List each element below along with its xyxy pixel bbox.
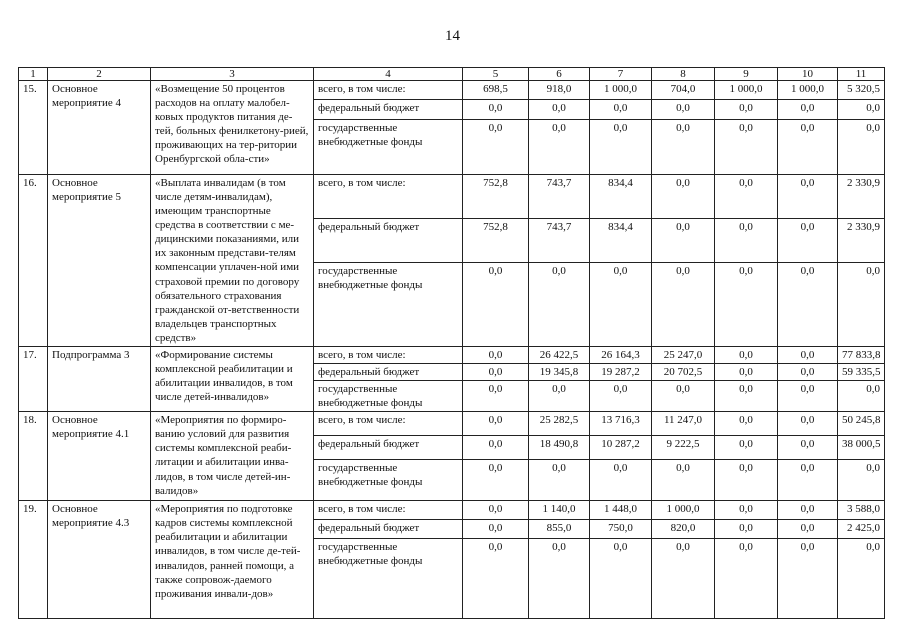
page-number: 14 <box>445 28 460 44</box>
amount-cell: 0,0 <box>463 501 529 520</box>
column-header: 1 <box>19 68 48 81</box>
amount-cell: 0,0 <box>778 436 838 460</box>
amount-cell: 19 345,8 <box>529 364 590 381</box>
column-header: 10 <box>778 68 838 81</box>
measure-description: «Возмещение 50 процентов расходов на оплату малобел-ковых продуктов питания де-тей, больных фенилкетону-рией, проживающих на тер-ритории Оренбургской обла-сти» <box>151 81 314 175</box>
amount-cell: 26 422,5 <box>529 346 590 363</box>
amount-cell: 1 448,0 <box>590 501 652 520</box>
amount-cell: 11 247,0 <box>652 412 715 436</box>
amount-cell: 1 000,0 <box>715 81 778 100</box>
measure-description: «Мероприятия по формиро-ванию условий для развития системы комплексной реаби-литации и абилитации инва-лидов, в том числе детей-ин-валидов» <box>151 412 314 501</box>
amount-cell: 0,0 <box>463 520 529 539</box>
amount-cell: 10 287,2 <box>590 436 652 460</box>
amount-cell: 19 287,2 <box>590 364 652 381</box>
amount-cell: 0,0 <box>778 346 838 363</box>
amount-cell: 834,4 <box>590 219 652 263</box>
amount-cell: 0,0 <box>590 263 652 347</box>
amount-cell: 9 222,5 <box>652 436 715 460</box>
amount-cell: 0,0 <box>715 175 778 219</box>
amount-cell: 0,0 <box>778 501 838 520</box>
amount-cell: 704,0 <box>652 81 715 100</box>
amount-cell: 743,7 <box>529 219 590 263</box>
funding-source: государственные внебюджетные фонды <box>314 120 463 175</box>
measure-name: Основное мероприятие 4 <box>48 81 151 175</box>
amount-cell: 0,0 <box>529 460 590 501</box>
amount-cell: 0,0 <box>838 120 885 175</box>
amount-cell: 3 588,0 <box>838 501 885 520</box>
amount-cell: 743,7 <box>529 175 590 219</box>
amount-cell: 0,0 <box>652 460 715 501</box>
amount-cell: 0,0 <box>529 100 590 120</box>
amount-cell: 1 000,0 <box>778 81 838 100</box>
amount-cell: 0,0 <box>652 263 715 347</box>
amount-cell: 0,0 <box>463 539 529 619</box>
row-number: 16. <box>19 175 48 347</box>
amount-cell: 1 000,0 <box>652 501 715 520</box>
amount-cell: 0,0 <box>778 412 838 436</box>
amount-cell: 18 490,8 <box>529 436 590 460</box>
amount-cell: 5 320,5 <box>838 81 885 100</box>
column-header: 9 <box>715 68 778 81</box>
amount-cell: 0,0 <box>838 539 885 619</box>
amount-cell: 0,0 <box>778 381 838 412</box>
amount-cell: 752,8 <box>463 219 529 263</box>
amount-cell: 0,0 <box>463 100 529 120</box>
amount-cell: 2 425,0 <box>838 520 885 539</box>
amount-cell: 59 335,5 <box>838 364 885 381</box>
amount-cell: 752,8 <box>463 175 529 219</box>
amount-cell: 750,0 <box>590 520 652 539</box>
amount-cell: 0,0 <box>715 263 778 347</box>
amount-cell: 0,0 <box>715 412 778 436</box>
amount-cell: 918,0 <box>529 81 590 100</box>
funding-source: федеральный бюджет <box>314 436 463 460</box>
measure-name: Основное мероприятие 4.3 <box>48 501 151 619</box>
amount-cell: 0,0 <box>463 460 529 501</box>
amount-cell: 38 000,5 <box>838 436 885 460</box>
funding-source: федеральный бюджет <box>314 100 463 120</box>
measure-name: Подпрограмма 3 <box>48 346 151 411</box>
amount-cell: 0,0 <box>778 219 838 263</box>
amount-cell: 0,0 <box>590 381 652 412</box>
funding-source: государственные внебюджетные фонды <box>314 381 463 412</box>
amount-cell: 0,0 <box>590 120 652 175</box>
table-body <box>19 81 885 619</box>
amount-cell: 0,0 <box>463 412 529 436</box>
amount-cell: 0,0 <box>778 460 838 501</box>
row-number: 15. <box>19 81 48 175</box>
amount-cell: 26 164,3 <box>590 346 652 363</box>
measure-description: «Мероприятия по подготовке кадров системы комплексной реабилитации и абилитации инвалидов, в том числе де-тей-инвалидов, ранней помощи, а также сопровож-даемого проживания инвали-дов» <box>151 501 314 619</box>
funding-source: федеральный бюджет <box>314 520 463 539</box>
amount-cell: 0,0 <box>838 100 885 120</box>
amount-cell: 0,0 <box>715 346 778 363</box>
amount-cell: 0,0 <box>715 120 778 175</box>
amount-cell: 0,0 <box>463 436 529 460</box>
amount-cell: 0,0 <box>463 364 529 381</box>
amount-cell: 0,0 <box>778 263 838 347</box>
amount-cell: 0,0 <box>838 460 885 501</box>
amount-cell: 2 330,9 <box>838 175 885 219</box>
amount-cell: 2 330,9 <box>838 219 885 263</box>
amount-cell: 0,0 <box>715 100 778 120</box>
amount-cell: 0,0 <box>778 175 838 219</box>
amount-cell: 0,0 <box>463 346 529 363</box>
amount-cell: 0,0 <box>778 364 838 381</box>
amount-cell: 0,0 <box>715 364 778 381</box>
amount-cell: 0,0 <box>463 381 529 412</box>
amount-cell: 0,0 <box>652 539 715 619</box>
funding-source: федеральный бюджет <box>314 219 463 263</box>
amount-cell: 0,0 <box>652 219 715 263</box>
header-row <box>19 68 885 81</box>
amount-cell: 0,0 <box>652 381 715 412</box>
measure-description: «Формирование системы комплексной реабилитации и абилитации инвалидов, в том числе детей-инвалидов» <box>151 346 314 411</box>
amount-cell: 0,0 <box>463 120 529 175</box>
measure-name: Основное мероприятие 4.1 <box>48 412 151 501</box>
column-header: 2 <box>48 68 151 81</box>
amount-cell: 820,0 <box>652 520 715 539</box>
amount-cell: 0,0 <box>778 539 838 619</box>
amount-cell: 0,0 <box>778 520 838 539</box>
amount-cell: 0,0 <box>529 120 590 175</box>
table-row <box>19 501 885 520</box>
table-row <box>19 346 885 363</box>
amount-cell: 25 282,5 <box>529 412 590 436</box>
amount-cell: 0,0 <box>778 100 838 120</box>
funding-source: федеральный бюджет <box>314 364 463 381</box>
funding-source: всего, в том числе: <box>314 346 463 363</box>
budget-table <box>18 67 885 619</box>
amount-cell: 77 833,8 <box>838 346 885 363</box>
column-header: 11 <box>838 68 885 81</box>
amount-cell: 0,0 <box>652 100 715 120</box>
funding-source: государственные внебюджетные фонды <box>314 460 463 501</box>
funding-source: государственные внебюджетные фонды <box>314 539 463 619</box>
column-header: 4 <box>314 68 463 81</box>
amount-cell: 20 702,5 <box>652 364 715 381</box>
amount-cell: 698,5 <box>463 81 529 100</box>
funding-source: всего, в том числе: <box>314 501 463 520</box>
amount-cell: 0,0 <box>529 263 590 347</box>
amount-cell: 1 000,0 <box>590 81 652 100</box>
amount-cell: 50 245,8 <box>838 412 885 436</box>
amount-cell: 0,0 <box>463 263 529 347</box>
amount-cell: 0,0 <box>652 120 715 175</box>
amount-cell: 0,0 <box>529 381 590 412</box>
amount-cell: 855,0 <box>529 520 590 539</box>
amount-cell: 1 140,0 <box>529 501 590 520</box>
amount-cell: 0,0 <box>590 100 652 120</box>
amount-cell: 0,0 <box>529 539 590 619</box>
amount-cell: 25 247,0 <box>652 346 715 363</box>
amount-cell: 834,4 <box>590 175 652 219</box>
funding-source: государственные внебюджетные фонды <box>314 263 463 347</box>
funding-source: всего, в том числе: <box>314 412 463 436</box>
row-number: 18. <box>19 412 48 501</box>
column-header: 7 <box>590 68 652 81</box>
amount-cell: 0,0 <box>590 539 652 619</box>
column-header: 8 <box>652 68 715 81</box>
amount-cell: 0,0 <box>715 219 778 263</box>
amount-cell: 0,0 <box>652 175 715 219</box>
table-row <box>19 81 885 100</box>
funding-source: всего, в том числе: <box>314 175 463 219</box>
amount-cell: 0,0 <box>838 381 885 412</box>
amount-cell: 0,0 <box>778 120 838 175</box>
funding-source: всего, в том числе: <box>314 81 463 100</box>
amount-cell: 0,0 <box>715 436 778 460</box>
amount-cell: 0,0 <box>715 460 778 501</box>
row-number: 19. <box>19 501 48 619</box>
table-row <box>19 412 885 436</box>
measure-description: «Выплата инвалидам (в том числе детям-инвалидам), имеющим транспортные средства в соответствии с ме-дицинскими показаниями, или их законным представи-телям компенсации уплачен-ной ими страховой премии по договору обязательного страхования гражданской от-ветственности владельцев транспортных средств» <box>151 175 314 347</box>
column-header: 5 <box>463 68 529 81</box>
measure-name: Основное мероприятие 5 <box>48 175 151 347</box>
amount-cell: 0,0 <box>715 381 778 412</box>
column-header: 3 <box>151 68 314 81</box>
amount-cell: 0,0 <box>715 501 778 520</box>
column-header: 6 <box>529 68 590 81</box>
amount-cell: 0,0 <box>715 520 778 539</box>
amount-cell: 13 716,3 <box>590 412 652 436</box>
table-row <box>19 175 885 219</box>
row-number: 17. <box>19 346 48 411</box>
amount-cell: 0,0 <box>590 460 652 501</box>
amount-cell: 0,0 <box>715 539 778 619</box>
amount-cell: 0,0 <box>838 263 885 347</box>
